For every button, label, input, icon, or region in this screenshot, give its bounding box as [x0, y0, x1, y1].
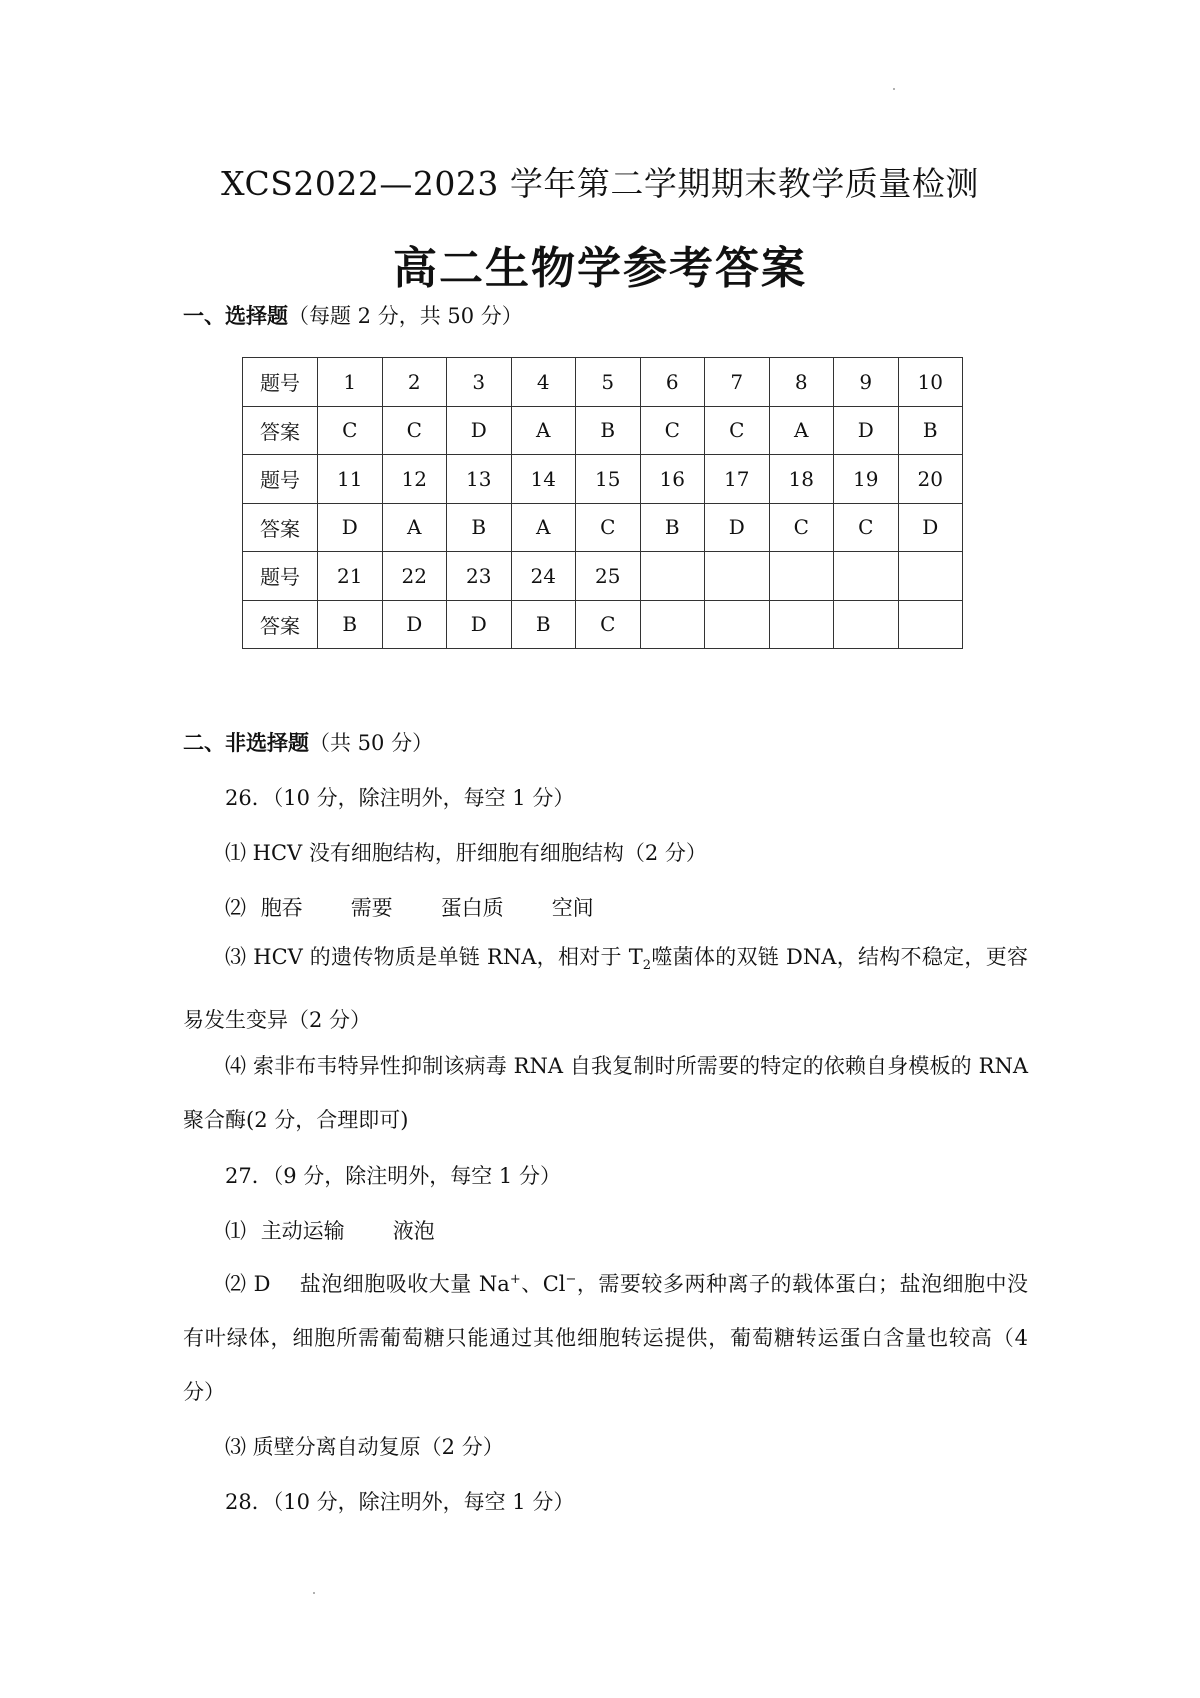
question-number-cell: 17 — [705, 455, 770, 504]
row-label-question: 题号 — [243, 552, 318, 601]
q26-part2-answer: 需要 — [350, 896, 393, 920]
answer-cell: D — [705, 503, 770, 552]
answer-cell — [898, 600, 963, 649]
answer-row — [243, 503, 963, 552]
q26-part2-prefix: ⑵ — [225, 896, 246, 920]
answer-cell: D — [447, 406, 512, 455]
question-number-cell: 6 — [640, 358, 705, 407]
q26-part3 — [183, 930, 1028, 1047]
document-subtitle: 高二生物学参考答案 — [393, 243, 807, 294]
q26-part2-answer: 空间 — [551, 896, 594, 920]
question-number-cell: 5 — [576, 358, 641, 407]
answer-cell — [834, 600, 899, 649]
answer-table — [242, 357, 963, 649]
answer-cell: C — [382, 406, 447, 455]
row-label-answer: 答案 — [243, 600, 318, 649]
answer-cell: C — [318, 406, 383, 455]
q27-part1-prefix: ⑴ — [225, 1219, 246, 1243]
row-label-question: 题号 — [243, 455, 318, 504]
answer-cell: A — [511, 406, 576, 455]
q27-part2-superscript: − — [565, 1272, 577, 1287]
answer-cell: B — [640, 503, 705, 552]
q27-part2-text: ，需要较多两种离子的载体蛋白；盐泡细胞中没有叶绿体，细胞所需葡萄糖只能通过其他细胞转运提供，葡萄糖转运蛋白含量也较高（4 分） — [183, 1272, 1028, 1404]
section-1-label: 一、选择题 — [183, 304, 288, 328]
answer-cell: D — [898, 503, 963, 552]
answer-cell: B — [318, 600, 383, 649]
answer-cell: D — [834, 406, 899, 455]
question-number-cell: 19 — [834, 455, 899, 504]
question-number-cell: 11 — [318, 455, 383, 504]
q26-part4: ⑷ 索非布韦特异性抑制该病毒 RNA 自我复制时所需要的特定的依赖自身模板的 RNA 聚合酶(2 分，合理即可) — [183, 1054, 1028, 1132]
answer-cell: A — [769, 406, 834, 455]
answer-cell: B — [447, 503, 512, 552]
q26-part2 — [225, 892, 594, 922]
question-number-cell: 10 — [898, 358, 963, 407]
question-number-cell: 23 — [447, 552, 512, 601]
answer-cell — [769, 600, 834, 649]
answer-cell: C — [705, 406, 770, 455]
row-label-answer: 答案 — [243, 406, 318, 455]
question-number-cell: 22 — [382, 552, 447, 601]
answer-cell: D — [447, 600, 512, 649]
question-number-cell: 1 — [318, 358, 383, 407]
question-number-cell: 4 — [511, 358, 576, 407]
section-1-note: （每题 2 分，共 50 分） — [288, 304, 523, 328]
question-number-row — [243, 358, 963, 407]
question-number-cell: 21 — [318, 552, 383, 601]
question-number-cell — [898, 552, 963, 601]
section-1-heading — [183, 300, 523, 330]
answer-cell: B — [511, 600, 576, 649]
question-number-cell: 24 — [511, 552, 576, 601]
question-number-row — [243, 552, 963, 601]
answer-cell: C — [834, 503, 899, 552]
answer-row — [243, 406, 963, 455]
answer-cell: C — [576, 503, 641, 552]
q26-part3-subscript: 2 — [642, 958, 652, 974]
question-number-cell — [769, 552, 834, 601]
q26-heading: 26．（10 分，除注明外，每空 1 分） — [225, 786, 575, 810]
question-number-cell: 14 — [511, 455, 576, 504]
section-2-note: （共 50 分） — [309, 731, 434, 755]
question-number-row — [243, 455, 963, 504]
q27-part2-text: ⑵ D 盐泡细胞吸收大量 Na — [225, 1272, 510, 1296]
q26-part3-text: ⑶ HCV 的遗传物质是单链 RNA，相对于 T — [225, 945, 643, 969]
q26-part2-answer: 蛋白质 — [440, 896, 504, 920]
answer-cell: C — [576, 600, 641, 649]
answer-cell: A — [382, 503, 447, 552]
question-number-cell — [834, 552, 899, 601]
question-number-cell: 13 — [447, 455, 512, 504]
q27-part2-superscript: + — [509, 1272, 521, 1287]
question-number-cell: 12 — [382, 455, 447, 504]
scan-speck — [313, 1592, 315, 1594]
question-number-cell: 18 — [769, 455, 834, 504]
q26-part1: ⑴ HCV 没有细胞结构，肝细胞有细胞结构（2 分） — [225, 841, 707, 865]
question-number-cell: 20 — [898, 455, 963, 504]
question-number-cell: 3 — [447, 358, 512, 407]
question-number-cell: 2 — [382, 358, 447, 407]
q26-part3-text: 噬菌体的双链 DNA，结构不稳定，更容易发生变异（2 分） — [183, 945, 1028, 1033]
q27-part1 — [225, 1215, 435, 1245]
section-2-heading — [183, 727, 433, 757]
question-number-cell: 8 — [769, 358, 834, 407]
answer-cell — [705, 600, 770, 649]
q27-part1-answer: 主动运输 — [260, 1219, 345, 1243]
question-number-cell: 7 — [705, 358, 770, 407]
question-number-cell — [640, 552, 705, 601]
answer-row — [243, 600, 963, 649]
q27-part1-answer: 液泡 — [392, 1219, 435, 1243]
q28-heading: 28．（10 分，除注明外，每空 1 分） — [225, 1490, 575, 1514]
answer-cell: C — [769, 503, 834, 552]
document-title: XCS2022—2023 学年第二学期期末教学质量检测 — [221, 164, 979, 203]
question-number-cell: 9 — [834, 358, 899, 407]
answer-cell: B — [898, 406, 963, 455]
answer-cell — [640, 600, 705, 649]
section-2-label: 二、非选择题 — [183, 731, 309, 755]
q27-part3: ⑶ 质壁分离自动复原（2 分） — [225, 1435, 504, 1459]
question-number-cell: 15 — [576, 455, 641, 504]
q27-part2 — [183, 1253, 1028, 1419]
answer-cell: D — [382, 600, 447, 649]
question-number-cell — [705, 552, 770, 601]
answer-cell: C — [640, 406, 705, 455]
q27-part2-text: 、Cl — [520, 1272, 566, 1296]
answer-cell: A — [511, 503, 576, 552]
q27-heading: 27．（9 分，除注明外，每空 1 分） — [225, 1164, 561, 1188]
question-number-cell: 16 — [640, 455, 705, 504]
question-number-cell: 25 — [576, 552, 641, 601]
answer-cell: D — [318, 503, 383, 552]
row-label-answer: 答案 — [243, 503, 318, 552]
q26-part2-answer: 胞吞 — [260, 896, 303, 920]
scan-speck — [893, 88, 895, 90]
answer-cell: B — [576, 406, 641, 455]
row-label-question: 题号 — [243, 358, 318, 407]
